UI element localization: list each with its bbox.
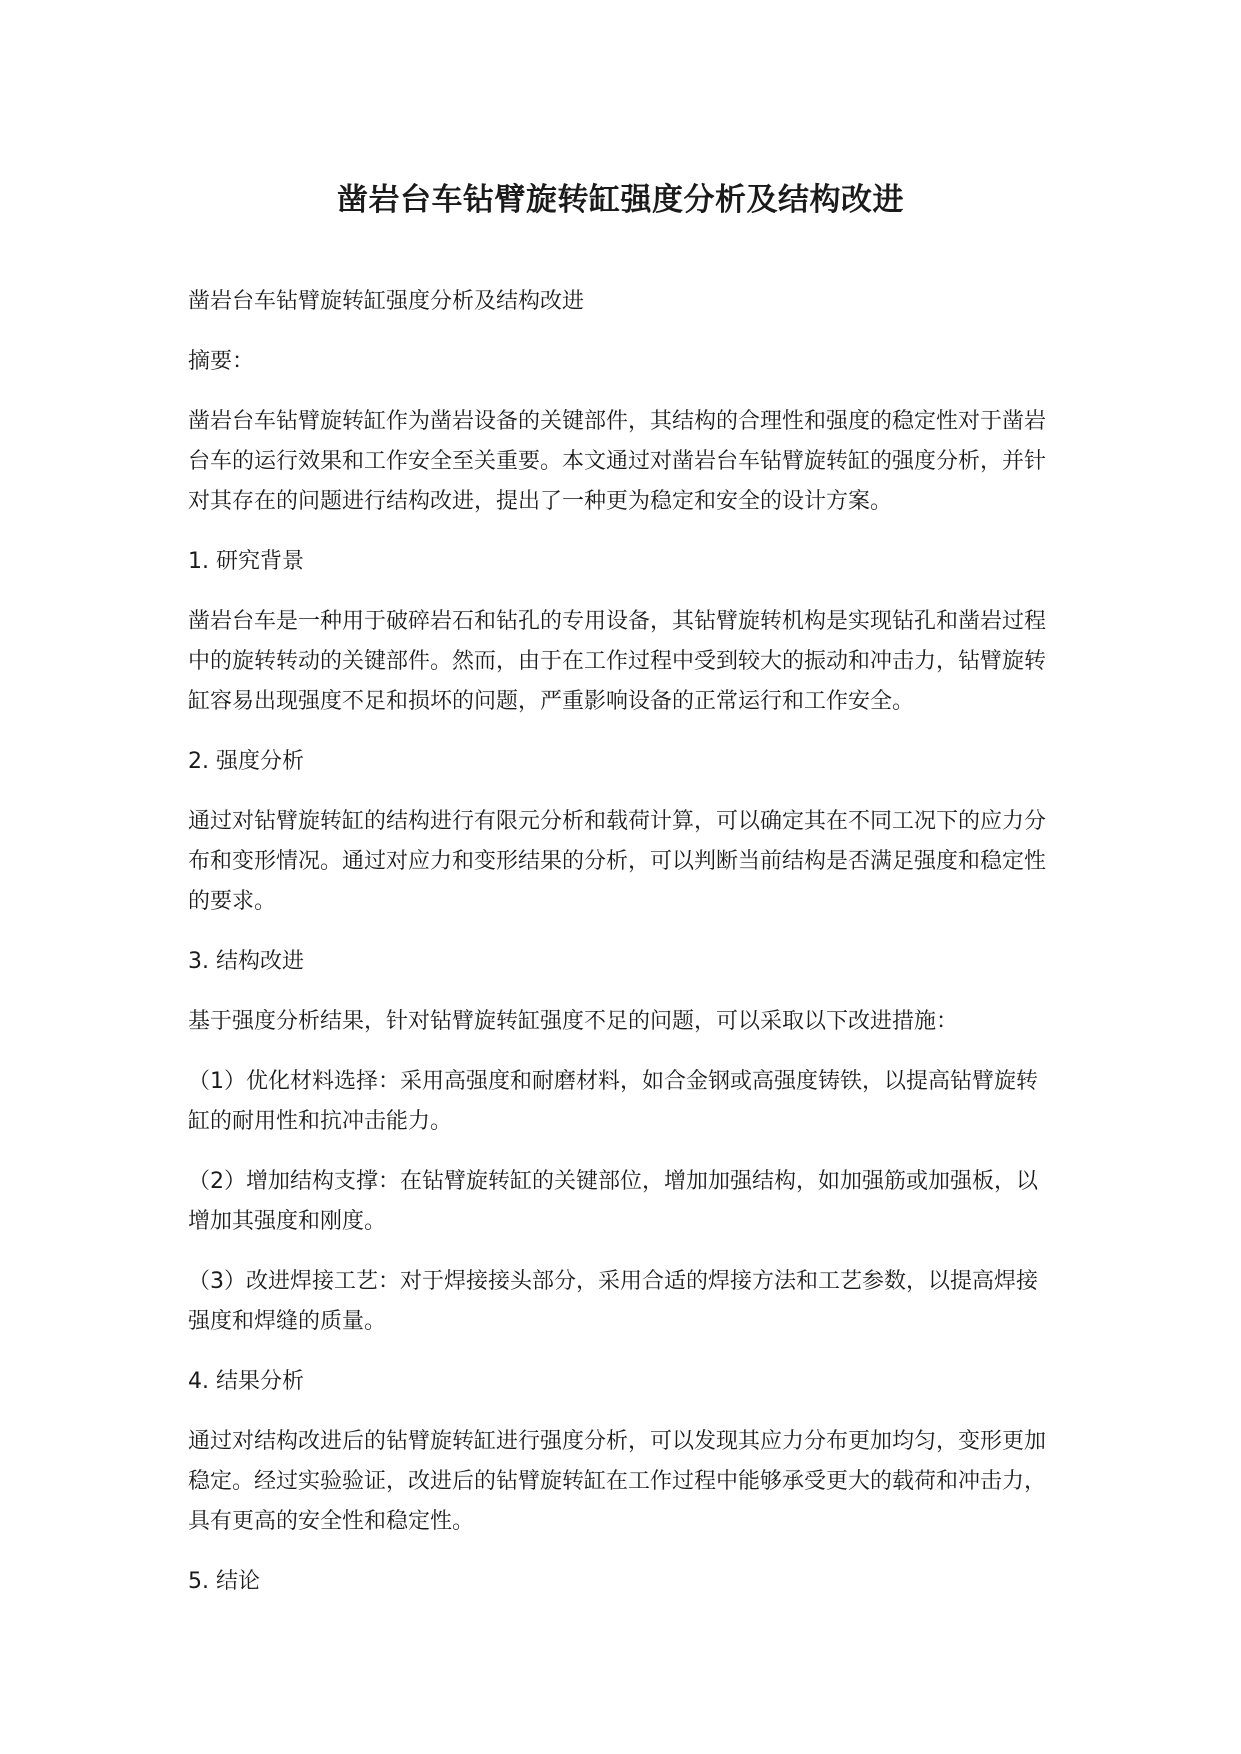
list-item-material-selection: （1）优化材料选择：采用高强度和耐磨材料，如合金钢或高强度铸铁，以提高钻臂旋转缸的耐用性和抗冲击能力。 [188, 1069, 1038, 1134]
list-item-welding-process: （3）改进焊接工艺：对于焊接接头部分，采用合适的焊接方法和工艺参数，以提高焊接强度和焊缝的质量。 [188, 1269, 1038, 1334]
list-item-structural-support: （2）增加结构支撑：在钻臂旋转缸的关键部位，增加加强结构，如加强筋或加强板，以增加其强度和刚度。 [188, 1169, 1038, 1234]
section-paragraph-strength-analysis: 通过对钻臂旋转缸的结构进行有限元分析和载荷计算，可以确定其在不同工况下的应力分布和变形情况。通过对应力和变形结果的分析，可以判断当前结构是否满足强度和稳定性的要求。 [188, 809, 1047, 914]
section-heading-background: 1. 研究背景 [188, 549, 304, 574]
section-paragraph-improvement-intro: 基于强度分析结果，针对钻臂旋转缸强度不足的问题，可以采取以下改进措施： [188, 1009, 959, 1034]
document-subtitle: 凿岩台车钻臂旋转缸强度分析及结构改进 [188, 289, 585, 314]
section-heading-results: 4. 结果分析 [188, 1369, 304, 1394]
abstract-label: 摘要： [188, 349, 255, 374]
abstract-paragraph: 凿岩台车钻臂旋转缸作为凿岩设备的关键部件，其结构的合理性和强度的稳定性对于凿岩台车的运行效果和工作安全至关重要。本文通过对凿岩台车钻臂旋转缸的强度分析，并针对其存在的问题进行结构改进，提出了一种更为稳定和安全的设计方案。 [188, 409, 1047, 514]
section-paragraph-background: 凿岩台车是一种用于破碎岩石和钻孔的专用设备，其钻臂旋转机构是实现钻孔和凿岩过程中的旋转转动的关键部件。然而，由于在工作过程中受到较大的振动和冲击力，钻臂旋转缸容易出现强度不足和损坏的问题，严重影响设备的正常运行和工作安全。 [188, 609, 1047, 714]
section-heading-strength-analysis: 2. 强度分析 [188, 749, 304, 774]
document-title: 凿岩台车钻臂旋转缸强度分析及结构改进 [337, 182, 904, 218]
section-heading-conclusion: 5. 结论 [188, 1569, 260, 1594]
section-heading-structural-improvement: 3. 结构改进 [188, 949, 304, 974]
document-body [188, 282, 1048, 1622]
section-paragraph-results: 通过对结构改进后的钻臂旋转缸进行强度分析，可以发现其应力分布更加均匀，变形更加稳定。经过实验验证，改进后的钻臂旋转缸在工作过程中能够承受更大的载荷和冲击力，具有更高的安全性和稳定性。 [188, 1429, 1047, 1534]
